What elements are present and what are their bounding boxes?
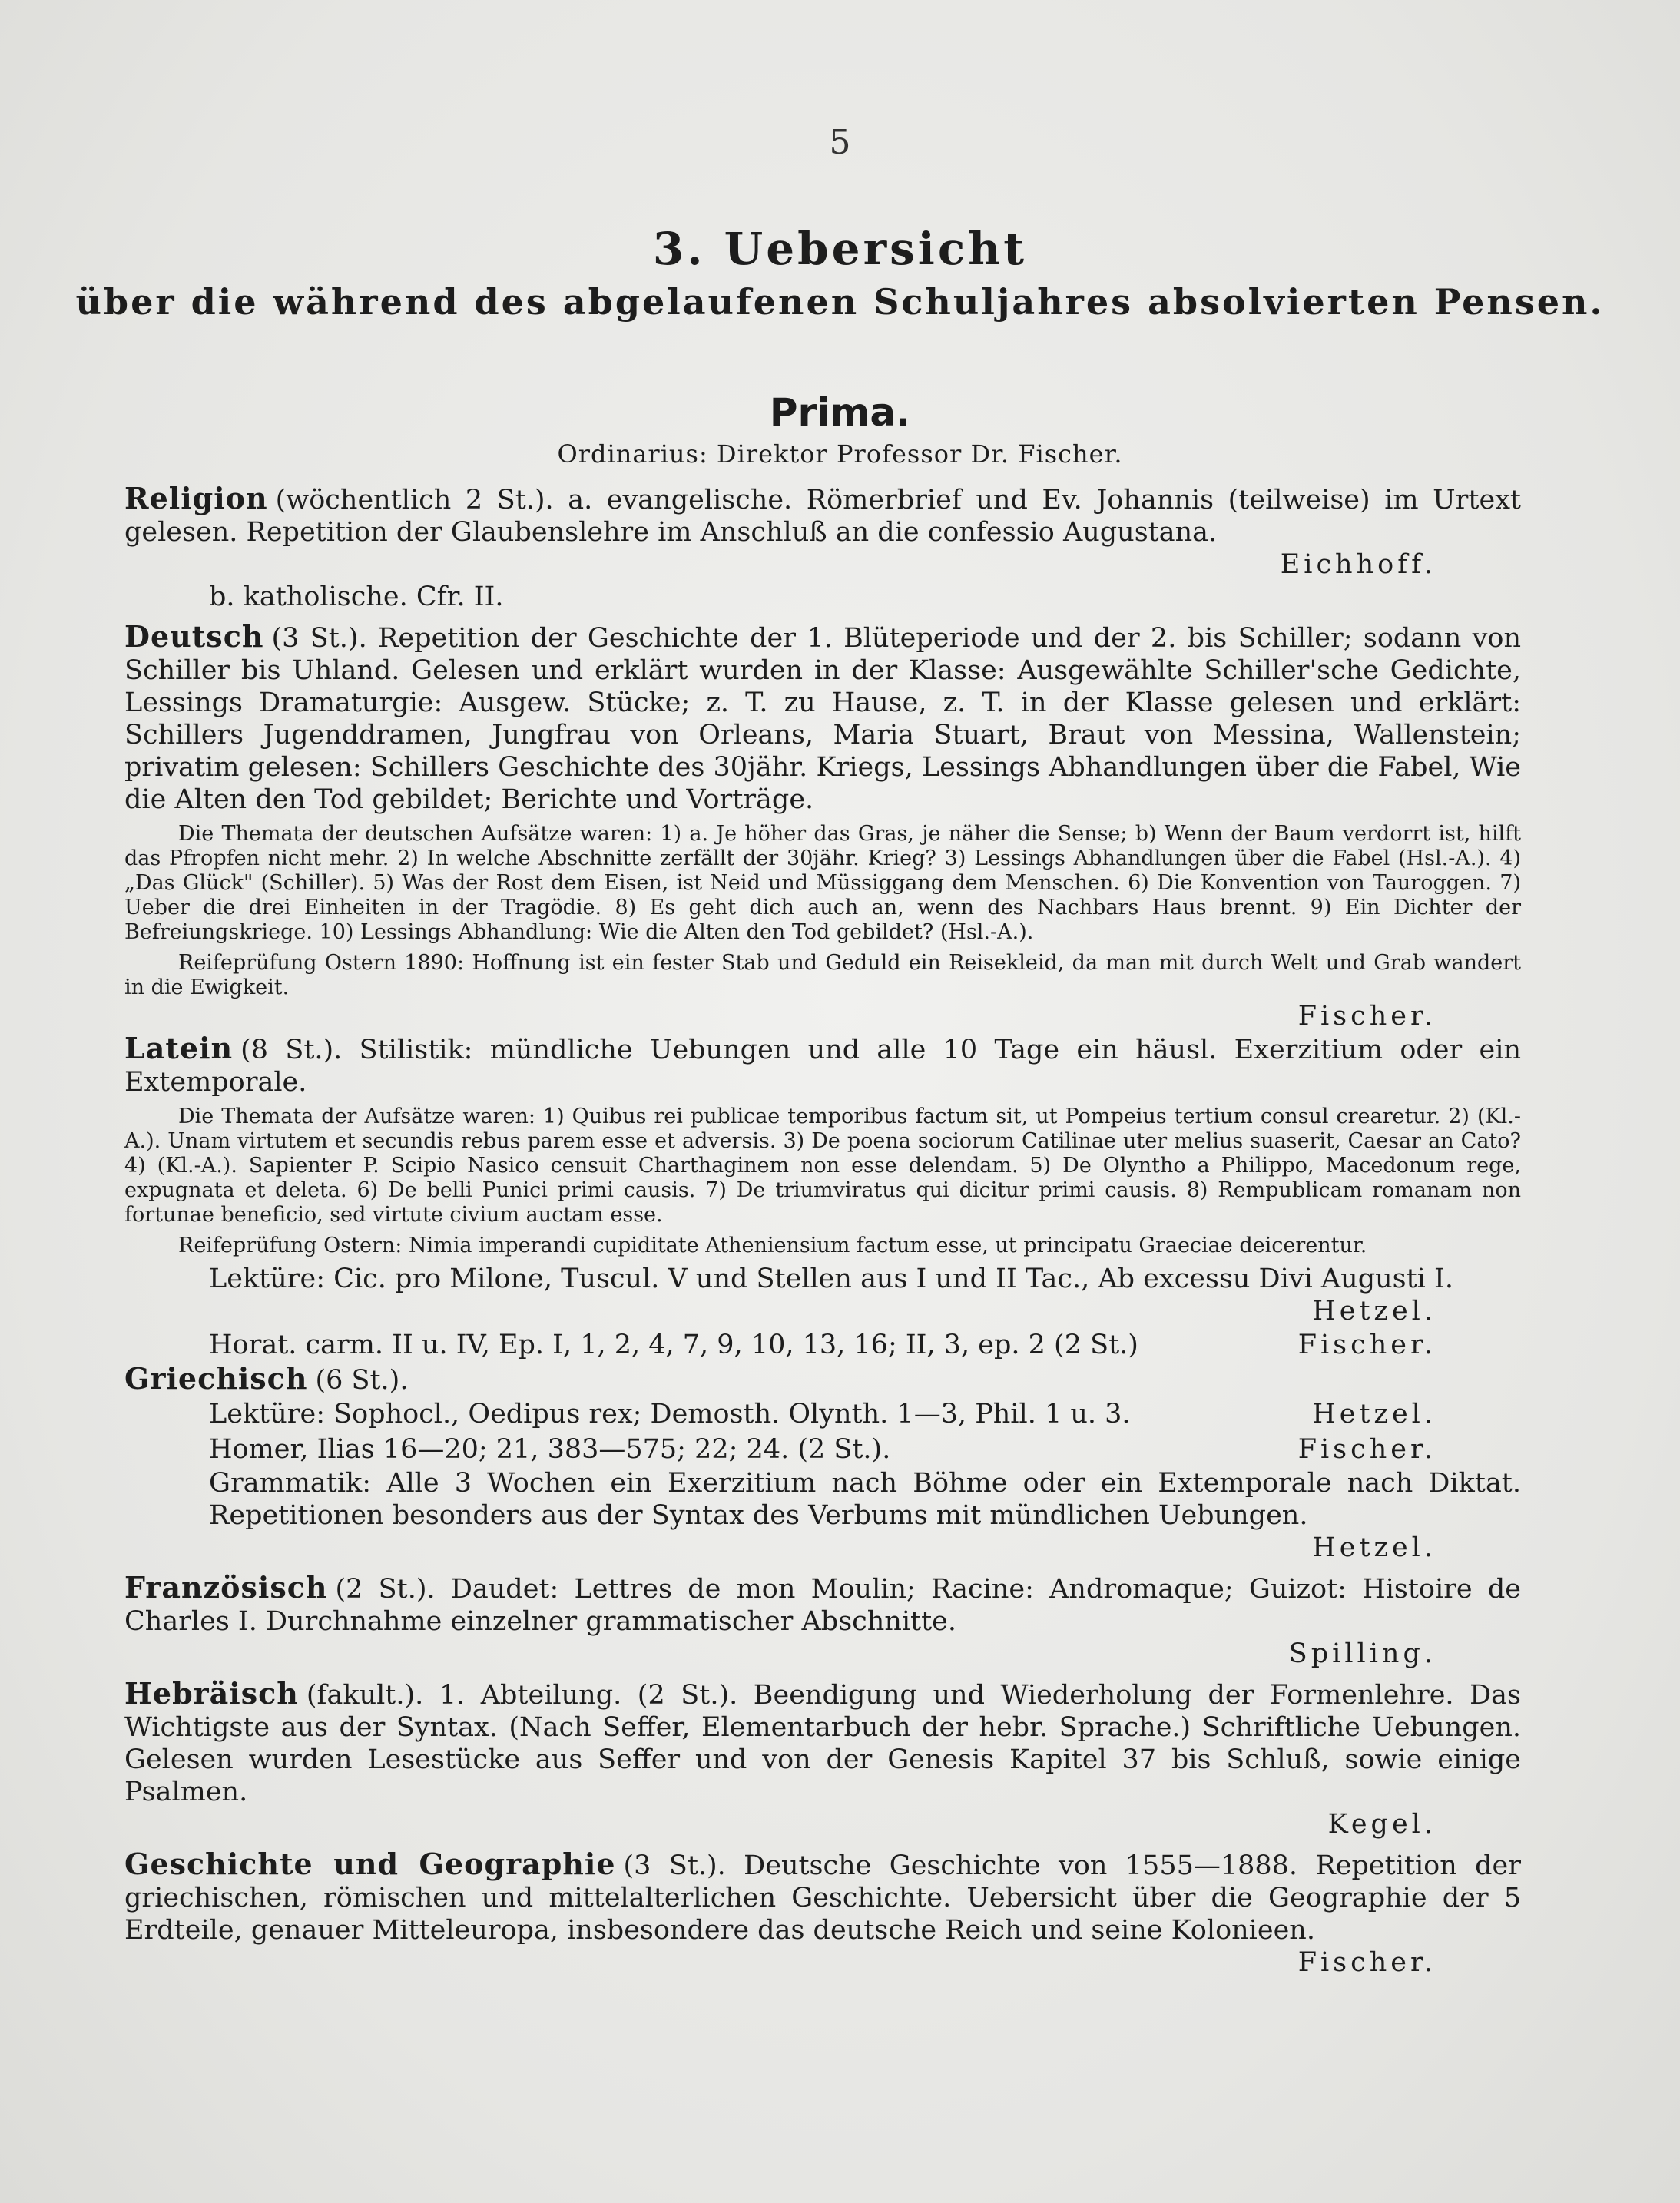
subject-label: Religion: [124, 481, 268, 515]
grammar-text: Grammatik: Alle 3 Wochen ein Exerzitium nach Böhme oder ein Extemporale nach Diktat. Repetitionen besonders aus der Syntax des Verbums mit mündlichen Uebungen.: [209, 1468, 1521, 1531]
subject-label: Latein: [124, 1031, 234, 1065]
subject-text: (6 St.).: [315, 1365, 409, 1396]
teacher-name: Fischer.: [1297, 1947, 1436, 1978]
subject-text: b. katholische. Cfr. II.: [209, 581, 504, 612]
reading-line: [124, 1396, 1521, 1432]
teacher-name: Fischer.: [1297, 1434, 1436, 1465]
subject-text: (8 St.). Stilistik: mündliche Uebungen und alle 10 Tage ein häusl. Exerzitium oder ein Extemporale.: [124, 1035, 1521, 1098]
teacher-name: Hetzel.: [1312, 1532, 1436, 1563]
teacher-name: Kegel.: [1327, 1809, 1436, 1840]
teacher-name: Hetzel.: [1312, 1399, 1436, 1429]
subject-text: (fakult.). 1. Abteilung. (2 St.). Beendigung und Wiederholung der Formenlehre. Das Wichtigste aus der Syntax. (Nach Seffer, Elementarbuch der hebr. Sprache.) Schriftliche Uebungen. Gelesen wurden Lesestücke aus Seffer und von der Genesis Kapitel 37 bis Schluß, sowie einige Psalmen.: [124, 1680, 1521, 1807]
teacher-name: Fischer.: [1297, 1001, 1436, 1032]
subject-label: Griechisch: [124, 1361, 308, 1396]
subject-text: (3 St.). Repetition der Geschichte der 1. Blüteperiode und der 2. bis Schiller; sodann von Schiller bis Uhland. Gelesen und erklärt wurden in der Klasse: Ausgewählte Schiller'sche Gedichte, Lessings Dramaturgie: Ausgew. Stücke; z. T. zu Hause, z. T. in der Klasse gelesen und erklärt: Schillers Jugenddramen, Jungfrau von Orleans, Maria Stuart, Braut von Messina, Wallenstein; privatim gelesen: Schillers Geschichte des 30jähr. Kriegs, Lessings Abhandlungen über die Fabel, Wie die Alten den Tod gebildet; Berichte und Vorträge.: [124, 623, 1521, 815]
essay-themes: Die Themata der deutschen Aufsätze waren: 1) a. Je höher das Gras, je näher die Sense; b) Wenn der Baum verdorrt ist, hilft das Pfropfen nicht mehr. 2) In welche Abschnitte zerfällt der 30jähr. Krieg? 3) Lessings Abhandlungen über die Fabel (Hsl.-A.). 4) „Das Glück" (Schiller). 5) Was der Rost dem Eisen, ist Neid und Müssiggang dem Menschen. 6) Die Konvention von Tauroggen. 7) Ueber die drei Einheiten in der Tragödie. 8) Es geht dich auch an, wenn des Nachbars Haus brennt. 9) Ein Dichter der Befreiungskriege. 10) Lessings Abhandlung: Wie die Alten den Tod gebildet? (Hsl.-A.).: [124, 822, 1521, 944]
section-title: 3. Uebersicht: [652, 223, 1028, 275]
reading-line: [124, 1327, 1521, 1363]
subject-geschichte: [124, 1848, 1521, 1979]
subject-franzoesisch: [124, 1572, 1521, 1670]
teacher-name: Fischer.: [1297, 1330, 1436, 1360]
subject-label: Geschichte und Geographie: [124, 1847, 616, 1881]
subject-deutsch: [124, 621, 1521, 1032]
class-title: Prima.: [769, 390, 911, 435]
subject-label: Hebräisch: [124, 1676, 299, 1711]
subject-text: (2 St.). Daudet: Lettres de mon Moulin; Racine: Andromaque; Guizot: Histoire de Charles I. Durchnahme einzelner grammatischer Abschnitte.: [124, 1574, 1521, 1637]
subject-text: (wöchentlich 2 St.). a. evangelische. Römerbrief und Ev. Johannis (teilweise) im Urtext gelesen. Repetition der Glaubenslehre im Anschluß an die confessio Augustana.: [124, 485, 1521, 548]
reading-text: Horat. carm. II u. IV, Ep. I, 1, 2, 4, 7, 9, 10, 13, 16; II, 3, ep. 2 (2 St.): [209, 1330, 1138, 1360]
class-ordinarius: Ordinarius: Direktor Professor Dr. Fischer.: [557, 439, 1123, 469]
exam-theme: Reifeprüfung Ostern 1890: Hoffnung ist ein fester Stab und Geduld ein Reisekleid, da man mit durch Welt und Grab wandert in die Ewigkeit.: [124, 951, 1521, 999]
essay-themes: Die Themata der Aufsätze waren: 1) Quibus rei publicae temporibus factum sit, ut Pompeius tertium consul crearetur. 2) (Kl.-A.). Unam virtutem et secundis rebus parem esse et adversis. 3) De poena sociorum Catilinae uter melius suaserit, Caesar an Cato? 4) (Kl.-A.). Sapienter P. Scipio Nasico censuit Charthaginem non esse delendam. 5) De Olyntho a Philippo, Macedonum rege, expugnata et deleta. 6) De belli Punici primi causis. 7) De triumviratus qui dicitur primi causis. 8) Rempublicam romanam non fortunae beneficio, sed virtute civium auctam esse.: [124, 1105, 1521, 1227]
page-number: 5: [829, 123, 851, 162]
subject-label: Deutsch: [124, 619, 264, 654]
exam-theme: Reifeprüfung Ostern: Nimia imperandi cupiditate Atheniensium factum esse, ut principatu Graeciae deicerentur.: [178, 1234, 1367, 1257]
reading-line: [124, 1432, 1521, 1467]
teacher-name: Hetzel.: [1312, 1296, 1436, 1327]
subject-griechisch: [124, 1363, 1521, 1564]
subject-label: Französisch: [124, 1570, 328, 1605]
reading-text: Lektüre: Sophocl., Oedipus rex; Demosth. Olynth. 1—3, Phil. 1 u. 3.: [209, 1399, 1131, 1429]
curriculum-body: [124, 482, 1521, 1979]
section-subtitle: über die während des abgelaufenen Schuljahres absolvierten Pensen.: [75, 281, 1605, 323]
subject-latein: [124, 1032, 1521, 1363]
teacher-name: Eichhoff.: [1280, 549, 1436, 580]
reading-text: Homer, Ilias 16—20; 21, 383—575; 22; 24. (2 St.).: [209, 1434, 891, 1465]
reading-list: Lektüre: Cic. pro Milone, Tuscul. V und Stellen aus I und II Tac., Ab excessu Divi Augusti I.: [209, 1264, 1453, 1294]
subject-text: (3 St.). Deutsche Geschichte von 1555—1888. Repetition der griechischen, römischen und mittelalterlichen Geschichte. Uebersicht über die Geographie der 5 Erdteile, genauer Mitteleuropa, insbesondere das deutsche Reich und seine Kolonieen.: [124, 1850, 1521, 1946]
teacher-name: Spilling.: [1288, 1638, 1436, 1669]
subject-hebraeisch: [124, 1678, 1521, 1840]
subject-religion: [124, 482, 1521, 613]
